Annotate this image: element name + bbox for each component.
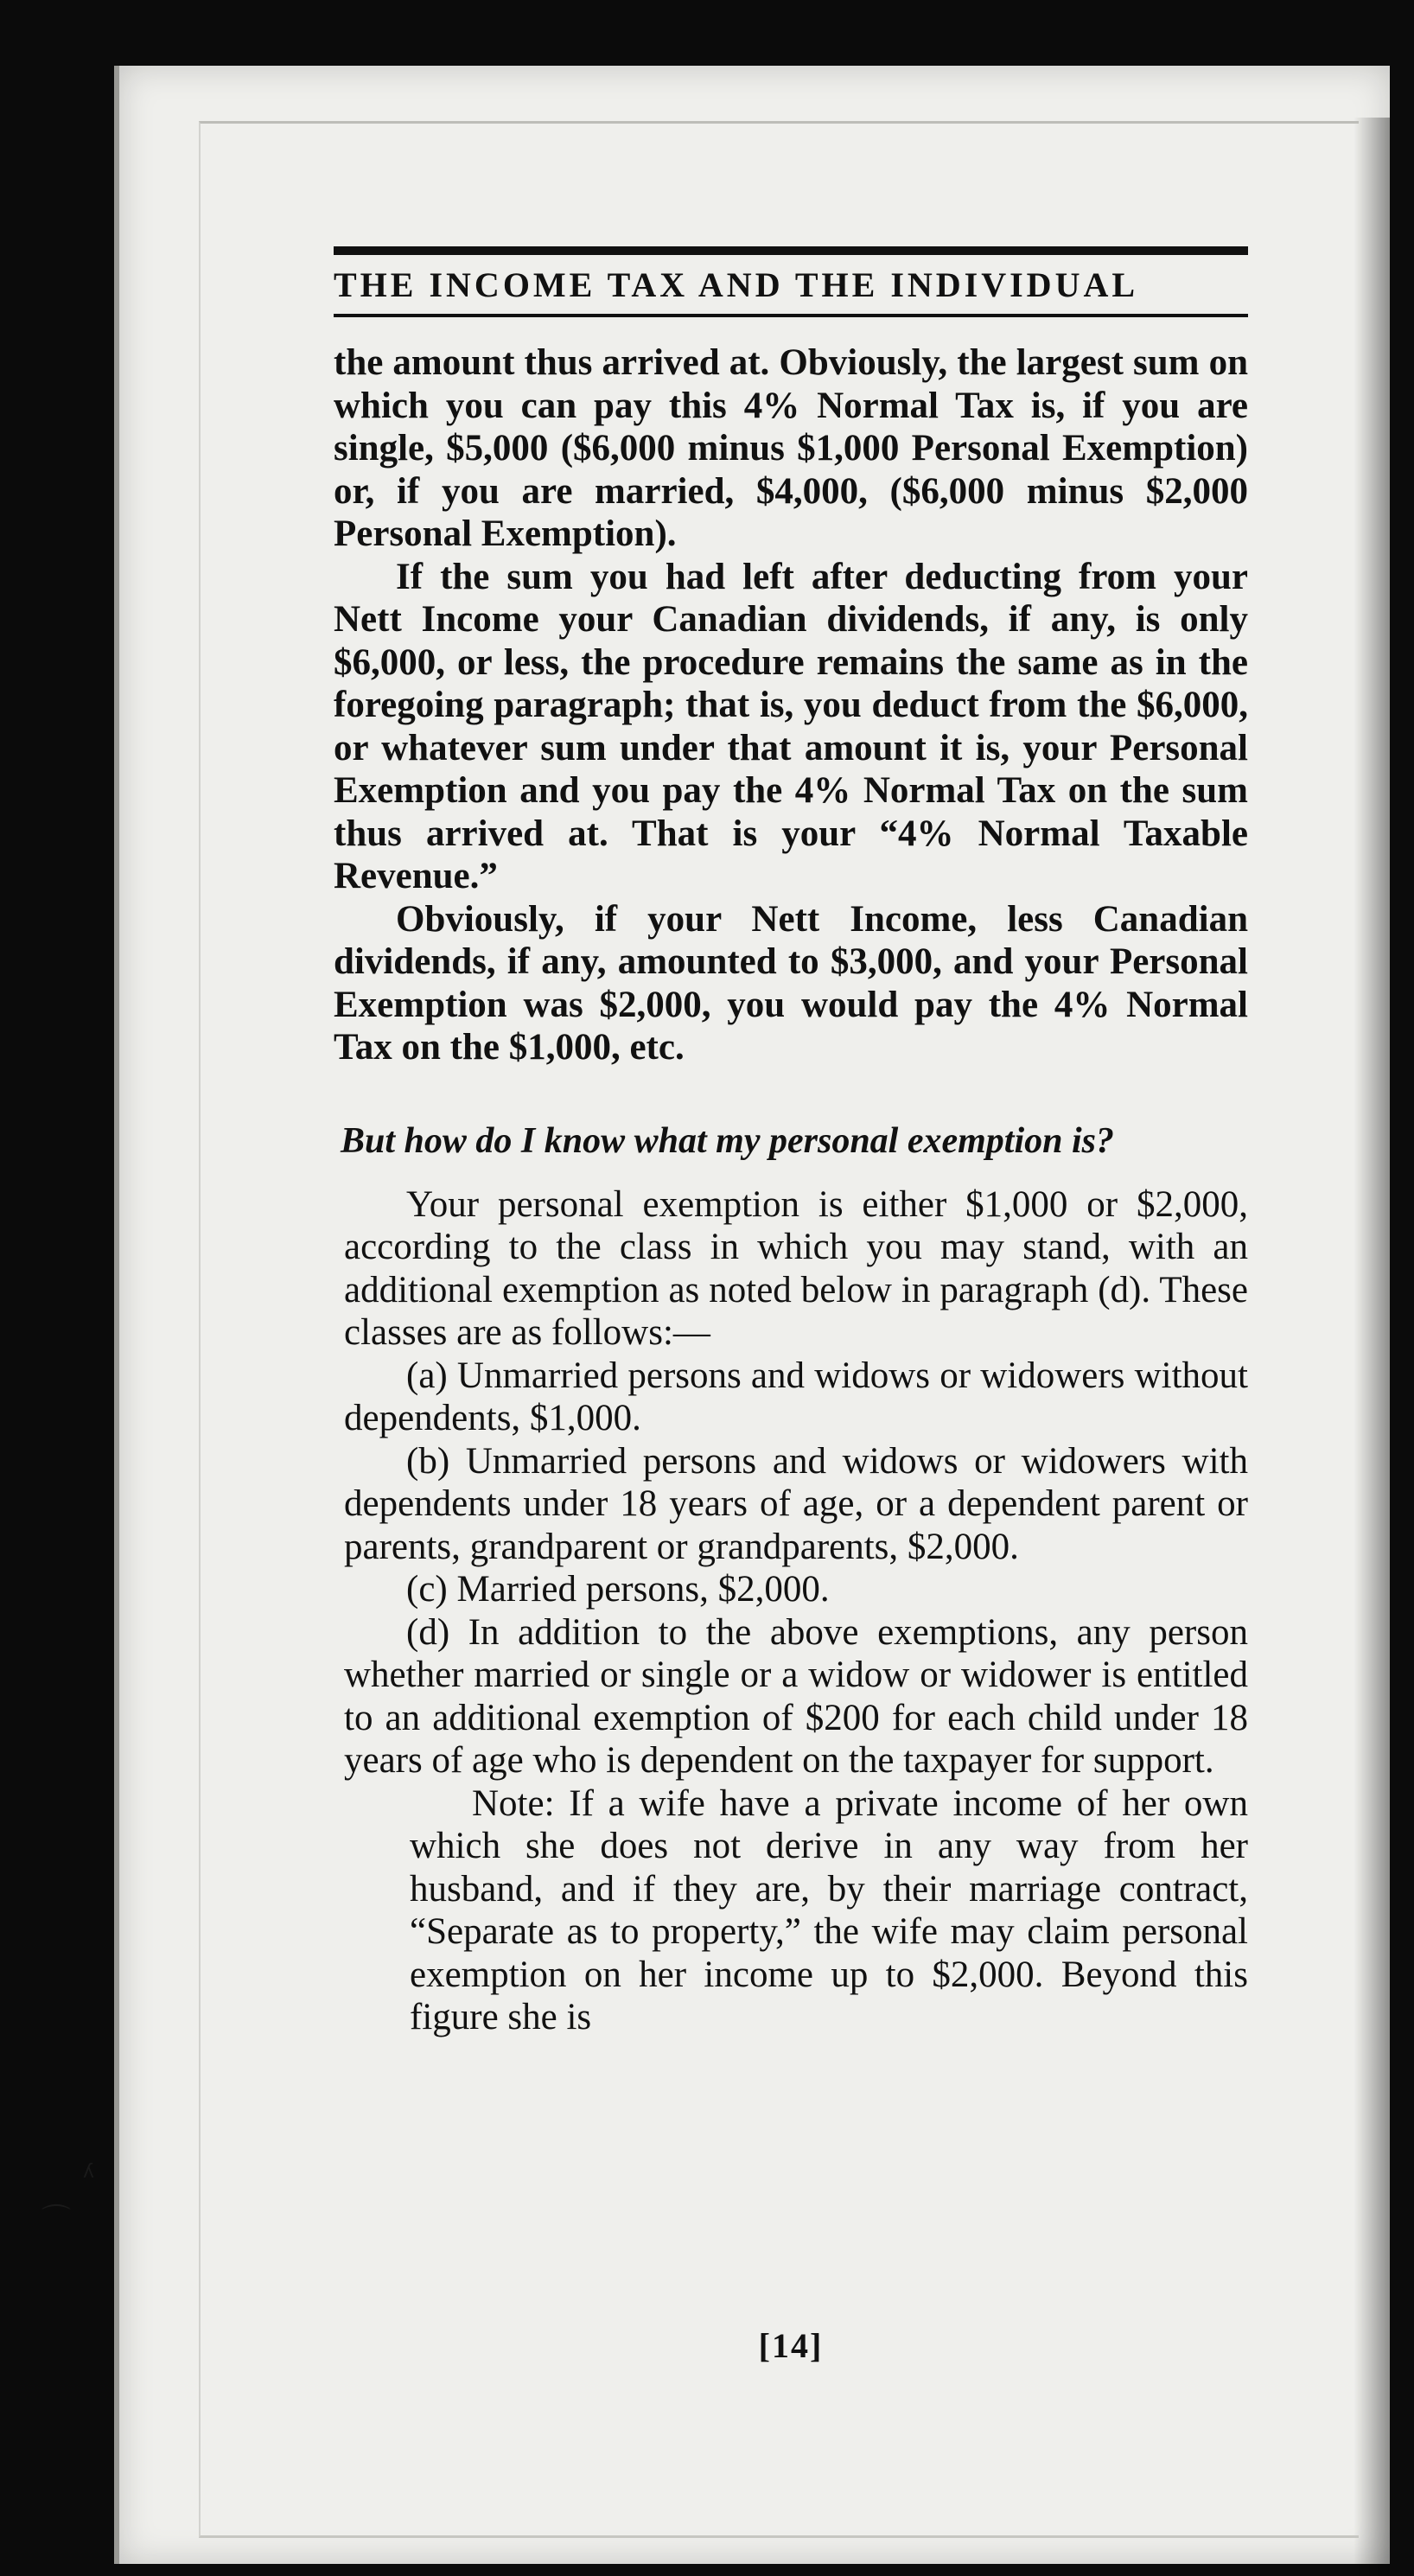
list-item: (a) Unmarried persons and widows or widowers without dependents, $1,000.: [344, 1355, 1248, 1438]
margin-mark: ⌒: [41, 2203, 71, 2237]
section-intro: Your personal exemption is either $1,000 or $2,000, according to the class in which you may stand, with an additional exemption as noted below in paragraph (d). These classes are as follows:—: [344, 1183, 1248, 1353]
list-item: (d) In addition to the above exemptions, any person whether married or single or a widow or widower is entitled to an additional exemption of $200 for each child under 18 years of age who is dependent on the taxpayer for support.: [344, 1611, 1248, 1781]
page-number: [14]: [758, 2326, 824, 2365]
body-paragraph: If the sum you had left after deducting from your Nett Income your Canadian dividends, if any, is only $6,000, or less, the procedure remains the same as in the foregoing paragraph; that is, you deduct from the $6,000, or whatever sum under that amount it is, your Personal Exemption and you pay the 4% Normal Tax on the sum thus arrived at. That is your “4% Normal Taxable Revenue.”: [334, 556, 1248, 896]
list-item: (c) Married persons, $2,000.: [406, 1569, 830, 1610]
header-rule-top: [334, 246, 1248, 255]
margin-mark: ʎ: [83, 2161, 95, 2183]
section-heading: But how do I know what my personal exemption is?: [341, 1120, 1115, 1161]
body-paragraph: the amount thus arrived at. Obviously, the largest sum on which you can pay this 4% Normal Tax is, if you are single, $5,000 ($6,000 minus $1,000 Personal Exemption) or, if you are married, $4,000, ($6,000 minus $2,000 Personal Exemption).: [334, 342, 1248, 554]
body-paragraph: Obviously, if your Nett Income, less Canadian dividends, if any, amounted to $3,000, and your Personal Exemption was $2,000, you would pay the 4% Normal Tax on the $1,000, etc.: [334, 898, 1248, 1068]
book-page: [334, 246, 1248, 2365]
list-item: (b) Unmarried persons and widows or widowers with dependents under 18 years of age, or a dependent parent or parents, grandparent or grandparents, $2,000.: [344, 1440, 1248, 1567]
header-rule-bottom: [334, 314, 1248, 317]
running-title: THE INCOME TAX AND THE INDIVIDUAL: [334, 265, 1139, 304]
page-edge-shadow: [1353, 118, 1390, 2576]
note-paragraph: Note: If a wife have a private income of her own which she does not derive in any way from her husband, and if they are, by their marriage contract, “Separate as to property,” the wife may claim personal exemption on her income up to $2,000. Beyond this figure she is: [410, 1782, 1248, 2037]
